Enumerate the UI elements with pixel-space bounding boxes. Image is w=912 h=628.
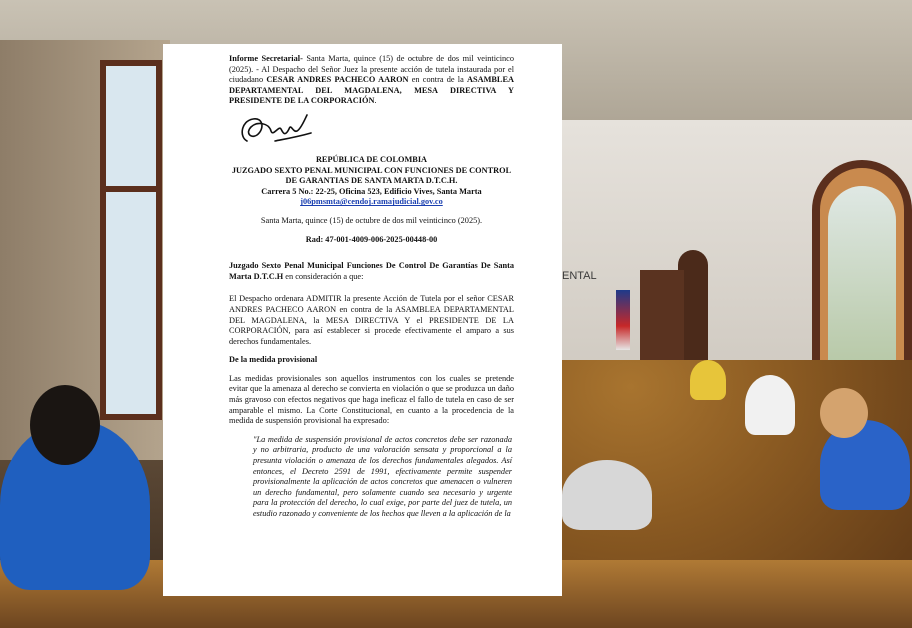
admission-paragraph: El Despacho ordenara ADMITIR la presente Acción de Tutela por el señor CESAR ANDRES PACHECO AARON en contra de la ASAMBLEA DEPARTAMENTAL DEL MAGDALENA, la MESA DIRECTIVA Y el PRESIDENTE DE LA CORPORACIÓN, para así establecer si procede efectivamente el amparo a sus derechos fundamentales. <box>229 294 514 346</box>
header-line: JUZGADO SEXTO PENAL MUNICIPAL CON FUNCIONES DE CONTROL <box>231 165 512 175</box>
court-document-page <box>163 44 562 596</box>
left-window <box>100 60 162 420</box>
header-line: REPÚBLICA DE COLOMBIA <box>315 154 428 164</box>
jurisprudence-quote: "La medida de suspensión provisional de actos concretos debe ser razonada y no arbitraria, producto de una valoración sensata y proporcional a la presunta violación o amenaza de los derechos fundamentales alegados. Así entonces, el Decreto 2591 de 1991, efectivamente permite suspender provisionalmente la aplicación de actos concretos que amenacen o vulneren un derecho fundamental, pero solamente cuando sea necesario y urgente para la protección del derecho, lo cual exige, por parte del juez de tutela, un estudio razonado y conveniente de los hechos que lleven a la aplicación de la <box>253 434 512 518</box>
secretarial-report <box>229 54 514 107</box>
seated-person <box>562 460 652 530</box>
intro-text: en consideración a que: <box>283 271 364 281</box>
arched-window <box>812 160 912 380</box>
court-name: Juzgado Sexto Penal Municipal Funciones De Control De Garantías De Santa Marta D.T.C.H <box>229 261 514 281</box>
wall-sign: ENTAL <box>562 270 597 282</box>
header-line: DE GARANTIAS DE SANTA MARTA D.T.C.H. <box>285 176 458 186</box>
defendant-entity: ASAMBLEA DEPARTAMENTAL DEL MAGDALENA, MESA DIRECTIVA Y PRESIDENTE DE LA CORPORACIÓN <box>229 75 514 106</box>
person-head <box>820 388 868 438</box>
court-email-link[interactable]: j06pmsmta@cendoj.ramajudicial.gov.co <box>300 197 443 207</box>
report-label: Informe Secretarial- <box>229 54 303 63</box>
intro-paragraph <box>229 261 514 282</box>
report-end: . <box>374 96 377 106</box>
seated-person <box>745 375 795 435</box>
plaintiff-name: CESAR ANDRES PACHECO AARON <box>266 75 409 85</box>
flag <box>616 290 630 350</box>
section-title: De la medida provisional <box>229 355 318 365</box>
provisional-measure-paragraph: Las medidas provisionales son aquellos instrumentos con los cuales se pretende evitar que la amenaza al derecho se convierta en violación o que se produzca un daño más gravoso con efectos negativos que haga ineficaz el fallo de tutela en caso de ser amparable el mismo. La Corte Constitucional, en cuanto a la procedencia de la medida de suspensión provisional ha expresado: <box>229 373 514 426</box>
case-number: Rad: 47-001-4009-006-2025-00448-00 <box>305 234 438 244</box>
signature-icon <box>235 111 325 151</box>
report-text: en contra de la <box>408 75 467 85</box>
date-line: Santa Marta, quince (15) de octubre de dos mil veinticinco (2025). <box>260 215 483 225</box>
wooden-door <box>640 270 684 370</box>
header-address: Carrera 5 No.: 22-25, Oficina 523, Edificio Vives, Santa Marta <box>261 186 482 196</box>
handwritten-signature <box>229 107 514 151</box>
seated-person <box>690 360 726 400</box>
person-head <box>30 385 100 465</box>
report-text: Santa Marta, quince (15) de octubre de dos mil veinticinco (2025). - Al Despacho del Señor Juez la presente acción de tutela instaurada por el ciudadano <box>229 54 514 85</box>
